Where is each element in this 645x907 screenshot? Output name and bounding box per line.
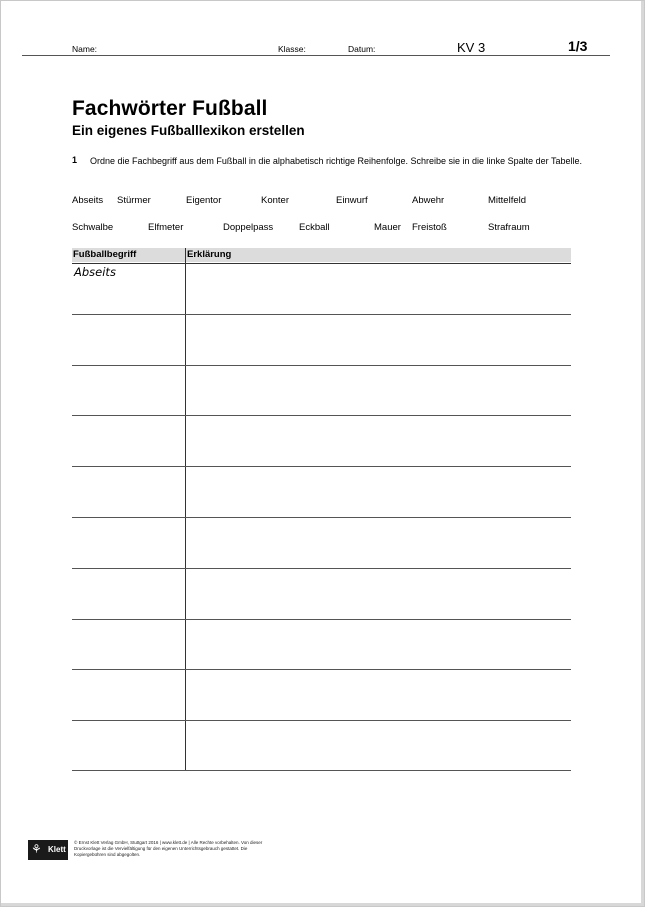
table-row-line [72,770,571,771]
klett-logo [28,840,68,860]
word-item: Eigentor [186,195,222,206]
task-number: 1 [72,155,78,165]
table-row-line [72,720,571,721]
task-instruction: Ordne die Fachbegriff aus dem Fußball in die alphabetisch richtige Reihenfolge. Schreibe sie in die linke Spalte der Tabelle. [90,156,582,166]
word-item: Eckball [299,222,330,233]
word-item: Konter [261,195,289,206]
table-row-line [72,415,571,416]
page-subtitle: Ein eigenes Fußballlexikon erstellen [72,123,305,138]
word-item: Strafraum [488,222,530,233]
table-header-bg [72,248,571,262]
logo-text: Klett [48,845,66,854]
table-column-divider [185,248,186,771]
header-rule [22,55,610,56]
word-item: Elfmeter [148,222,184,233]
worksheet-code: KV 3 [457,40,486,55]
word-item: Schwalbe [72,222,114,233]
table-header-rule [72,263,571,264]
table-header-term: Fußballbegriff [73,249,137,260]
table-cell-handwritten-entry: Abseits [74,265,116,279]
word-item: Freistoß [412,222,447,233]
page-number: 1/3 [568,38,588,54]
table-row-line [72,365,571,366]
word-item: Doppelpass [223,222,274,233]
word-item: Abwehr [412,195,445,206]
table-row-line [72,517,571,518]
word-item: Abseits [72,195,104,206]
copyright-notice: © Ernst Klett Verlag GmbH, Stuttgart 2016 | www.klett.de | Alle Rechte vorbehalten. Von dieser Druckvorlage ist die Vervielfältigung für den eigenen Unterrichtsgebrauch gestattet. Die Kopiergebühren sind abgegolten. [74,840,263,857]
word-item: Stürmer [117,195,151,206]
word-item: Mauer [374,222,401,233]
table-row-line [72,314,571,315]
name-label: Name: [72,44,98,54]
klett-emblem-icon: ⚘ [31,842,42,856]
table-row-line [72,669,571,670]
table-row-line [72,568,571,569]
klasse-label: Klasse: [278,44,306,54]
page-title: Fachwörter Fußball [72,97,268,120]
table-row-line [72,466,571,467]
datum-label: Datum: [348,44,376,54]
table-row-line [72,619,571,620]
table-header-explanation: Erklärung [187,249,232,260]
word-item: Einwurf [336,195,368,206]
word-item: Mittelfeld [488,195,527,206]
